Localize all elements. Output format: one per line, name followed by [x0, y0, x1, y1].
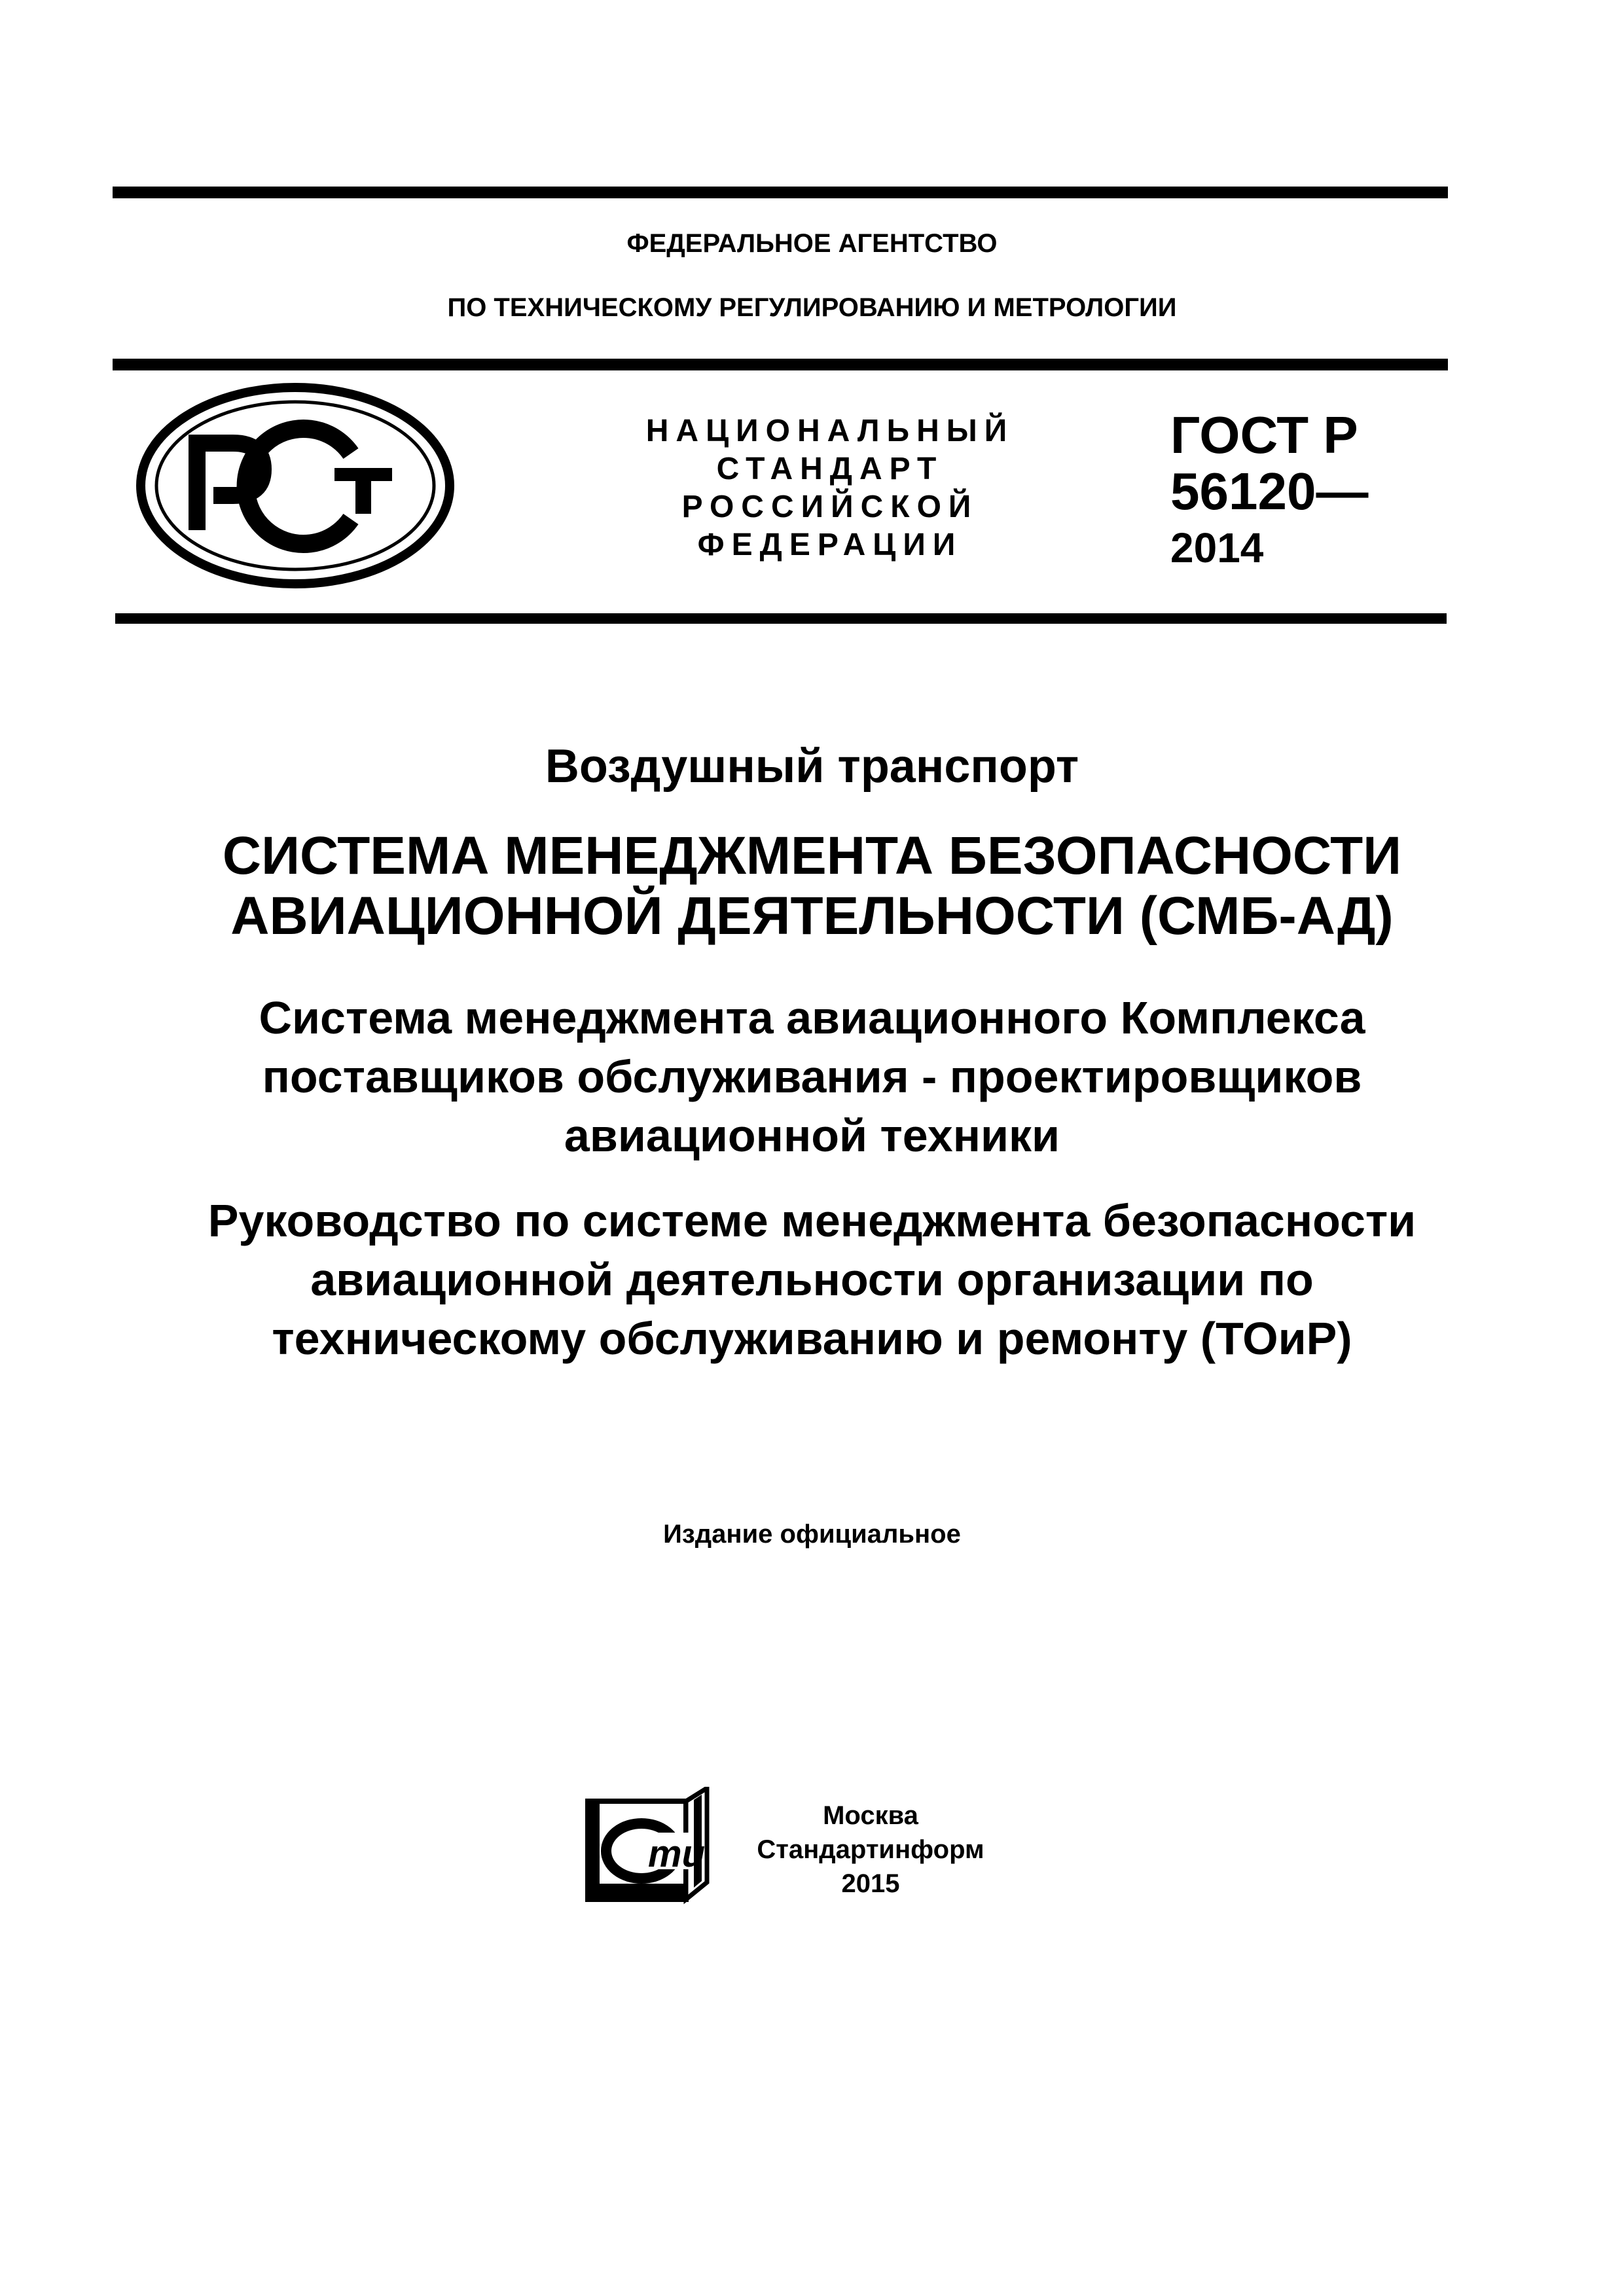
publisher-block: [740, 1799, 1001, 1901]
main-title-line: АВИАЦИОННОЙ ДЕЯТЕЛЬНОСТИ (СМБ-АД): [230, 886, 1394, 946]
document-guide-title: [65, 1191, 1559, 1368]
standard-number-line2: 56120—: [1170, 462, 1369, 520]
standard-year: 2014: [1170, 524, 1264, 571]
nat-std-line: ФЕДЕРАЦИИ: [697, 528, 963, 562]
national-standard-label: [621, 412, 1039, 564]
nat-std-line: РОССИЙСКОЙ: [681, 490, 979, 524]
standartinform-logo: [583, 1787, 713, 1905]
document-main-title: [65, 826, 1559, 946]
nat-std-line: НАЦИОНАЛЬНЫЙ: [645, 414, 1015, 448]
publisher-year: 2015: [841, 1869, 900, 1898]
agency-line-1: ФЕДЕРАЛЬНОЕ АГЕНТСТВО: [626, 229, 998, 258]
agency-line-2: ПО ТЕХНИЧЕСКОМУ РЕГУЛИРОВАНИЮ И МЕТРОЛОГИИ: [447, 293, 1177, 322]
part-title-line: авиационной техники: [564, 1110, 1060, 1161]
standard-number: [1170, 407, 1368, 576]
guide-title-line: техническому обслуживанию и ремонту (ТОиР): [272, 1313, 1352, 1364]
guide-title-line: авиационной деятельности организации по: [310, 1254, 1314, 1305]
nat-std-line: СТАНДАРТ: [716, 452, 944, 486]
top-rule: [113, 187, 1448, 198]
publisher-name: Стандартинформ: [757, 1835, 984, 1864]
publisher-city: Москва: [823, 1801, 918, 1830]
document-subtitle: Воздушный транспорт: [545, 740, 1079, 793]
gost-rst-logo: [135, 383, 456, 588]
guide-title-line: Руководство по системе менеджмента безопасности: [208, 1195, 1416, 1246]
svg-text:ти: ти: [648, 1833, 705, 1875]
part-title-line: Система менеджмента авиационного Комплекса: [259, 992, 1365, 1043]
document-part-title: [65, 988, 1559, 1165]
standard-number-line1: ГОСТ Р: [1170, 406, 1358, 464]
edition-label: Издание официальное: [663, 1520, 961, 1549]
main-title-line: СИСТЕМА МЕНЕДЖМЕНТА БЕЗОПАСНОСТИ: [222, 826, 1402, 886]
header-divider: [113, 359, 1448, 370]
title-divider: [115, 613, 1447, 624]
part-title-line: поставщиков обслуживания - проектировщиков: [262, 1051, 1362, 1102]
